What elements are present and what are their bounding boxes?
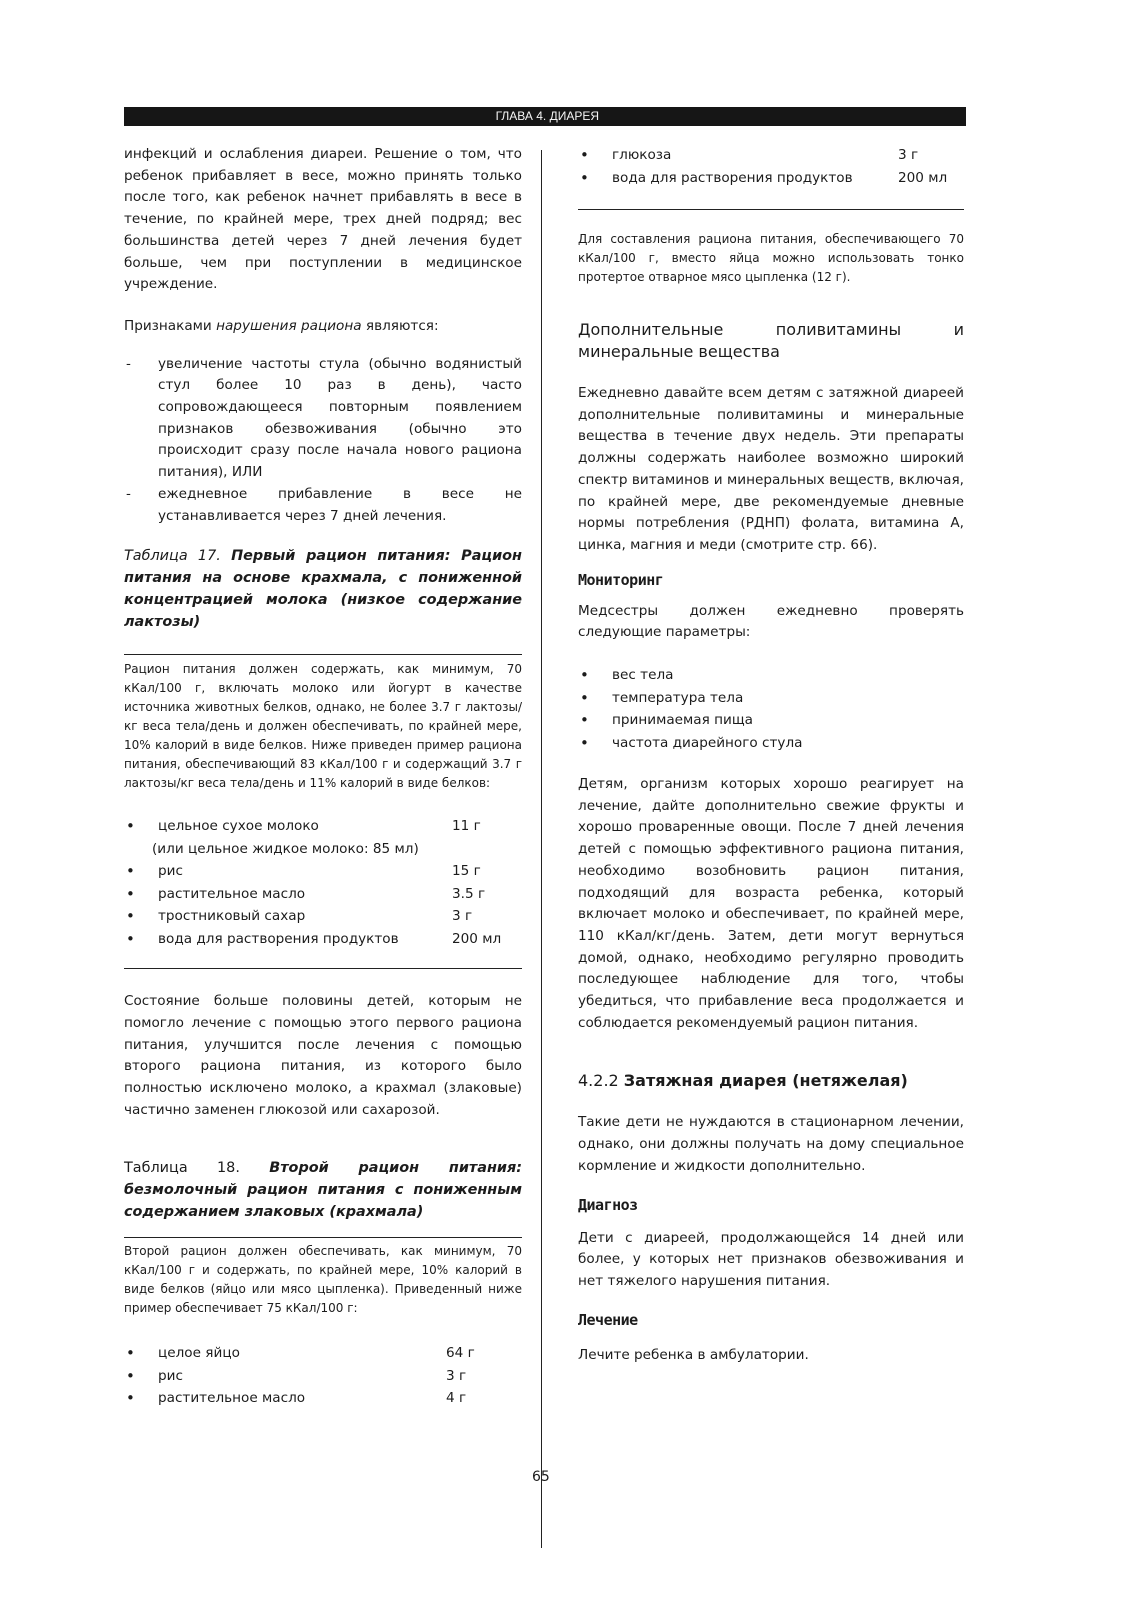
monitoring-heading: Мониторинг	[578, 570, 664, 589]
list-item: • вода для растворения продуктов 200 мл	[124, 928, 522, 951]
table18-note: Для составления рациона питания, обеспечивающего 70 кКал/100 г, вместо яйца можно использовать тонко протертое отварное мясо цыпленка (12 г).	[578, 232, 964, 284]
table17-top-rule	[124, 654, 522, 655]
table18-bottom-rule	[578, 209, 964, 210]
list-item: - ежедневное прибавление в весе не устанавливается через 7 дней лечения.	[124, 484, 522, 527]
list-item: • вода для растворения продуктов 200 мл	[578, 167, 964, 190]
chapter-title: ГЛАВА 4. ДИАРЕЯ	[495, 109, 599, 123]
vitamins-paragraph: Ежедневно давайте всем детям с затяжной диареей дополнительные поливитамины и минеральные вещества в течение двух недель. Эти препараты должны содержать наиболее возможно широкий спектр витаминов и минеральных веществ, включая, по крайней мере, две рекомендуемые дневные нормы потребления (РДНП) фолата, витамина А, цинка, магния и меди (смотрите стр. 66).	[578, 385, 964, 553]
section-paragraph: Такие дети не нуждаются в стационарном лечении, однако, они должны получать на дому специальное кормление и жидкости дополнительно.	[578, 1114, 964, 1174]
list-item: • вес тела	[578, 664, 964, 687]
table17-items	[124, 815, 522, 950]
list-item: • тростниковый сахар 3 г	[124, 905, 522, 928]
list-item: • частота диарейного стула	[578, 732, 964, 755]
paragraph-weight-gain: инфекций и ослабления диареи. Решение о том, что ребенок прибавляет в весе, можно принять только после того, как ребенок начнет прибавлять в весе в течение, по крайней мере, трех дней подряд; вес большинства детей через 7 дней лечения будет больше, чем при поступлении в медицинское учреждение.	[124, 146, 522, 293]
treatment-paragraph: Лечите ребенка в амбулатории.	[578, 1346, 809, 1363]
list-item: • принимаемая пища	[578, 709, 964, 732]
paragraph-second-diet: Состояние больше половины детей, которым не помогло лечение с помощью этого первого рациона питания, улучшится после лечения с помощью второго рациона питания, из которого было полностью исключено молоко, а крахмал (злаковые) частично заменен глюкозой или сахарозой.	[124, 993, 522, 1118]
table18-top-rule	[124, 1237, 522, 1238]
paragraph-diet-failure: Признаками нарушения рациона являются:	[124, 317, 439, 334]
treatment-heading: Лечение	[578, 1310, 638, 1329]
right-column	[578, 144, 964, 1366]
diagnosis-paragraph: Дети с диареей, продолжающейся 14 дней или более, у которых нет признаков обезвоживания и нет тяжелого нарушения питания.	[578, 1229, 964, 1289]
monitoring-paragraph-2: Детям, организм которых хорошо реагирует на лечение, дайте дополнительно свежие фрукты и хорошо проваренные овощи. После 7 дней лечения детей с помощью эффективного рациона питания, необходимо возобновить рацион питания, подходящий для возраста ребенка, который включает молоко и обеспечивает, по крайней мере, 110 кКал/кг/день. Затем, дети могут вернуться домой, однако, необходимо регулярно проводить последующее наблюдение для того, чтобы убедиться, что прибавление веса продолжается и соблюдается рекомендуемый рацион питания.	[578, 776, 964, 1031]
table17-description: Рацион питания должен содержать, как минимум, 70 кКал/100 г, включать молоко или йогурт в качестве источника животных белков, однако, не более 3.7 г лактозы/кг веса тела/день и должен обеспечивать, по крайней мере, 10% калорий в виде белков. Ниже приведен пример рациона питания, обеспечивающий 83 кКал/100 г и содержащий 3.7 г лактозы/кг веса тела/день и 11% калорий в виде белков:	[124, 662, 522, 791]
list-item: • целое яйцо 64 г	[124, 1342, 522, 1365]
list-item: • рис 3 г	[124, 1365, 522, 1388]
monitoring-list	[578, 664, 964, 754]
table18-description: Второй рацион должен обеспечивать, как минимум, 70 кКал/100 г и содержать, по крайней мере, 10% калорий в виде белков (яйцо или мясо цыпленка). Приведенный ниже пример обеспечивает 75 кКал/100 г:	[124, 1244, 522, 1316]
list-item: • температура тела	[578, 687, 964, 710]
list-item: (или цельное жидкое молоко: 85 мл)	[152, 840, 419, 857]
monitoring-paragraph: Медсестры должен ежедневно проверять следующие параметры:	[578, 602, 964, 641]
table17-caption: Таблица 17. Первый рацион питания: Рацион питания на основе крахмала, с пониженной концентрацией молока (низкое содержание лактозы)	[124, 548, 522, 631]
table18-caption: Таблица 18. Второй рацион питания: безмолочный рацион питания с пониженным содержанием злаковых (крахмала)	[124, 1160, 522, 1221]
list-item: • глюкоза 3 г	[578, 144, 964, 167]
page-number: 65	[532, 1469, 550, 1485]
list-item: - увеличение частоты стула (обычно водянистый стул более 10 раз в день), часто сопровождающееся повторным появлением признаков обезвоживания (обычно это происходит сразу после начала нового рациона питания), ИЛИ	[124, 354, 522, 484]
chapter-header	[124, 107, 966, 126]
list-item: • растительное масло 4 г	[124, 1387, 522, 1410]
list-item: • растительное масло 3.5 г	[124, 883, 522, 906]
left-column	[124, 144, 522, 1410]
table17-bottom-rule	[124, 968, 522, 969]
table18-items-continued	[578, 144, 964, 189]
diet-failure-list	[124, 354, 522, 528]
list-item: • цельное сухое молоко 11 г	[124, 815, 522, 838]
column-divider	[541, 150, 542, 1548]
table18-items	[124, 1342, 522, 1410]
section-heading: 4.2.2 Затяжная диарея (нетяжелая)	[578, 1071, 908, 1091]
vitamins-heading: Дополнительные поливитамины и минеральные вещества	[578, 320, 964, 361]
diagnosis-heading: Диагноз	[578, 1195, 638, 1214]
list-item: • рис 15 г	[124, 860, 522, 883]
